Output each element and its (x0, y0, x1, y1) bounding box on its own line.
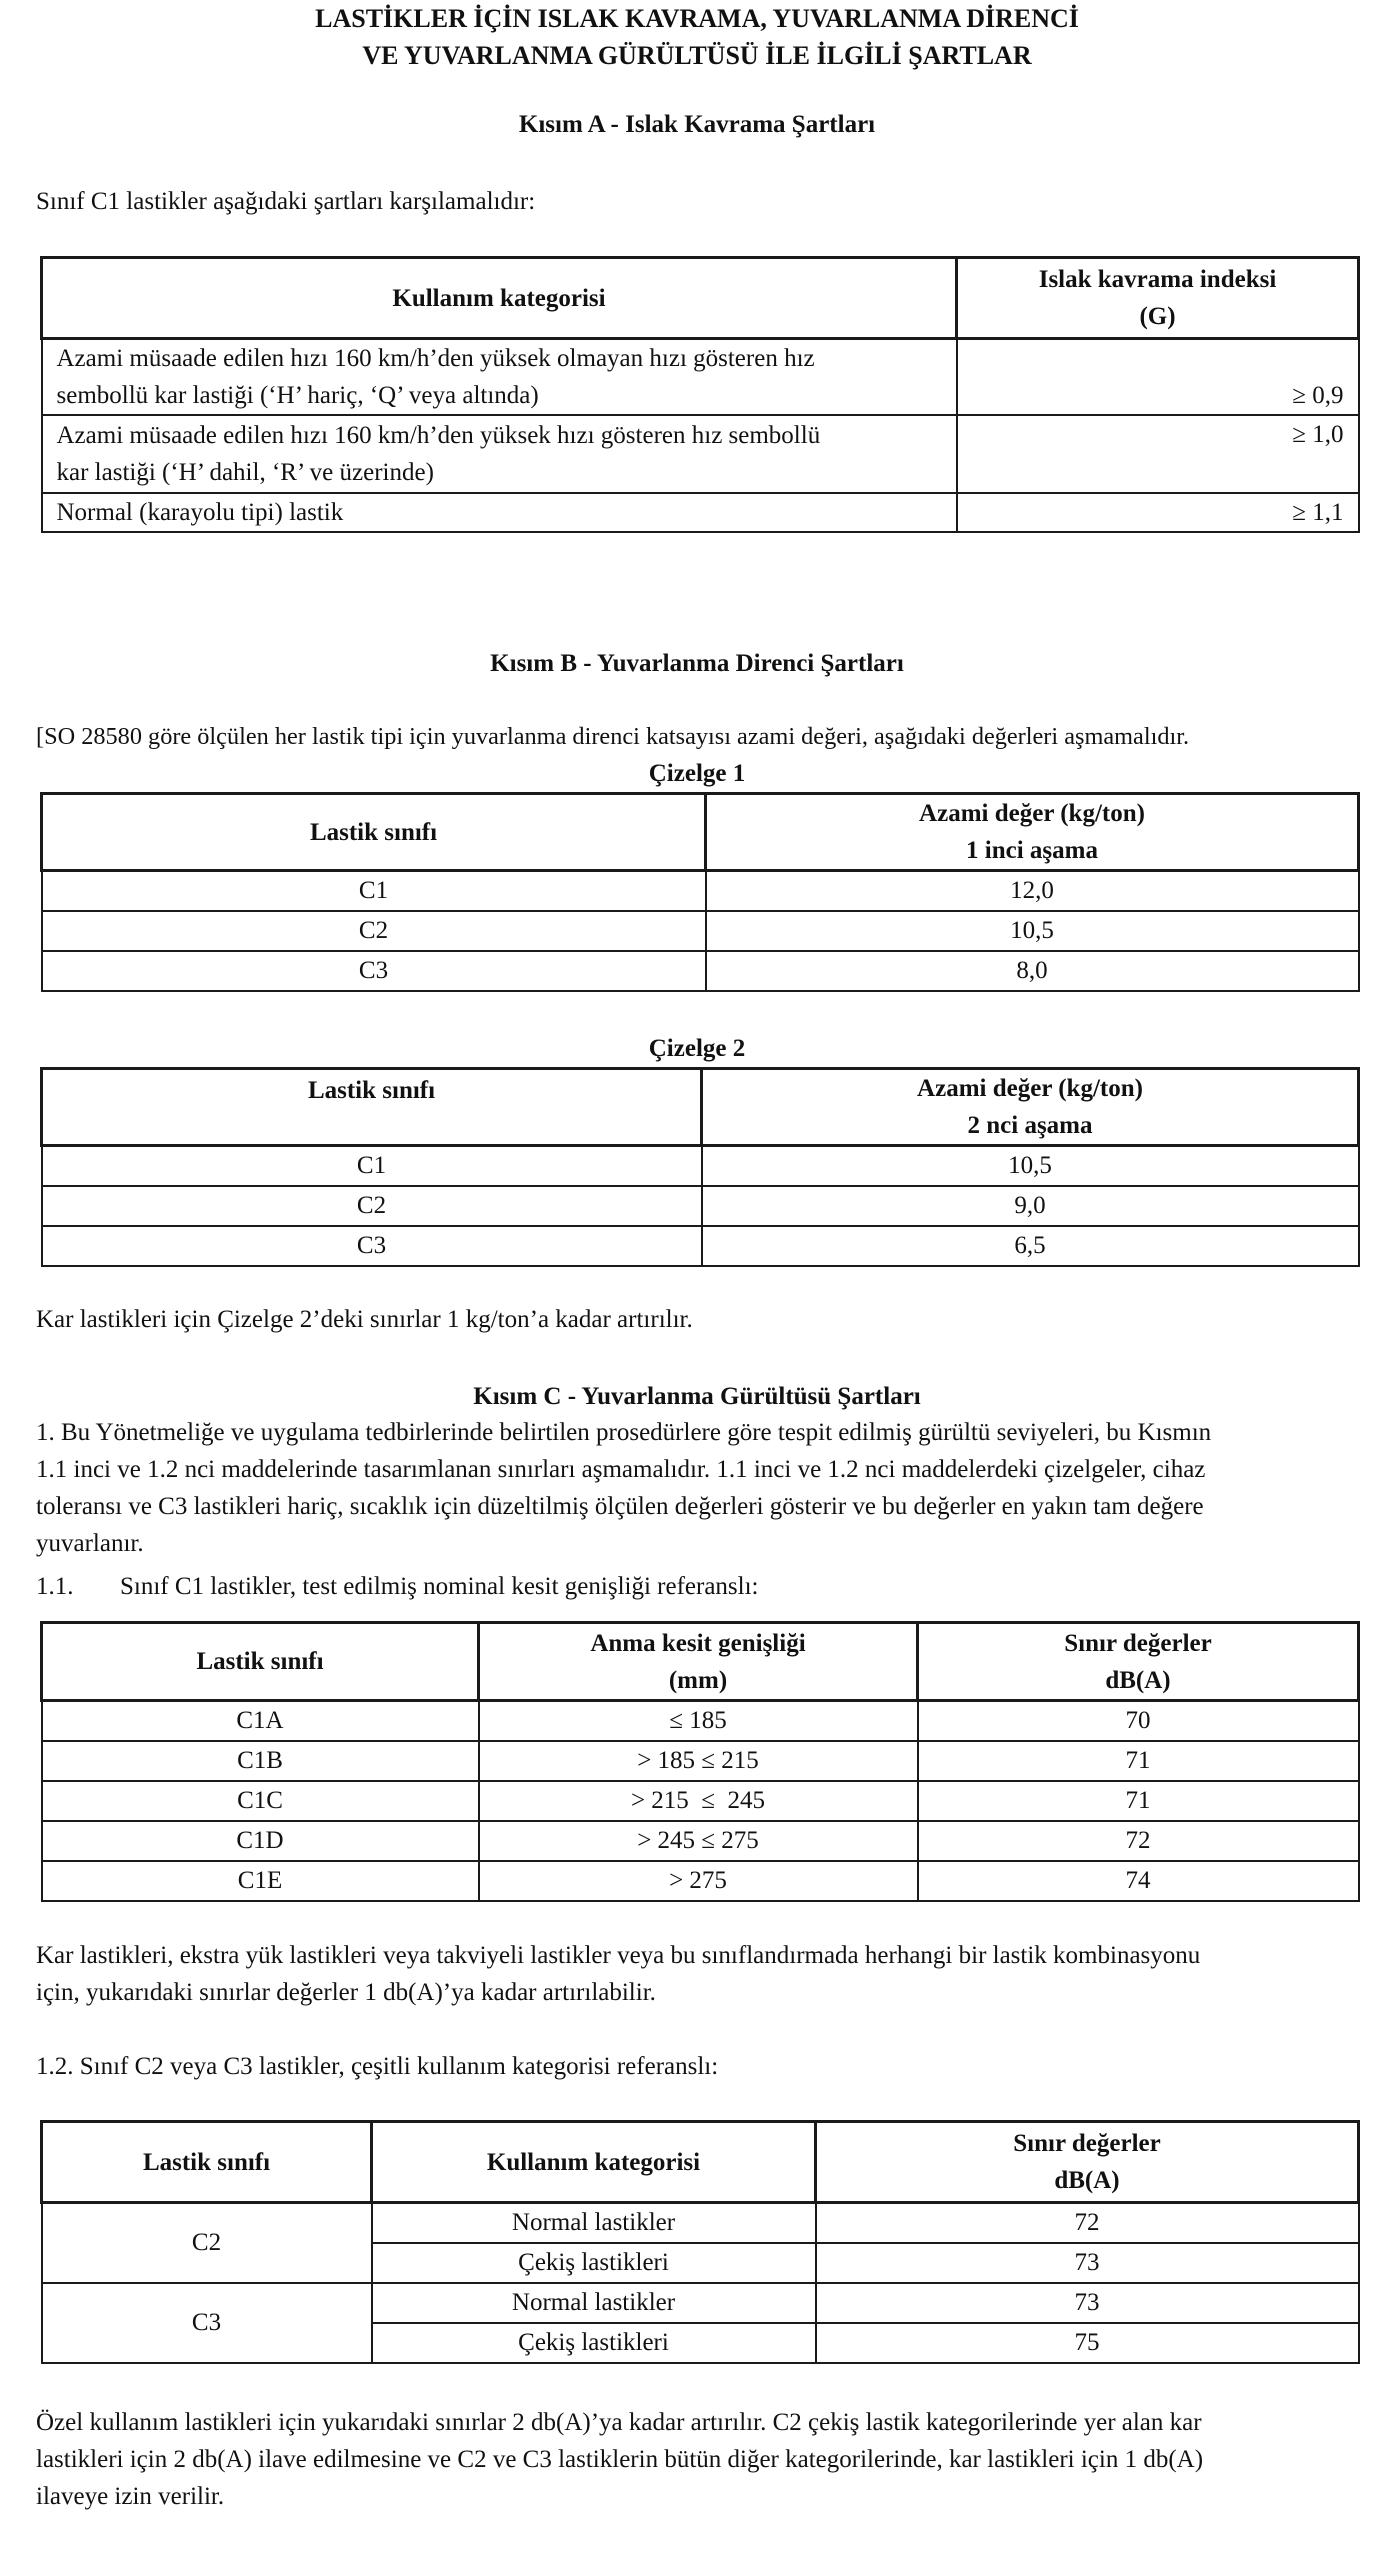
wet-grip-category-cell (42, 339, 957, 416)
class-cell: C3 (42, 2283, 372, 2363)
value-cell: 10,5 (702, 1146, 1359, 1186)
table-row (42, 415, 1359, 493)
header-line: (mm) (668, 1666, 728, 1694)
table1-caption: Çizelge 1 (648, 760, 746, 787)
table-row (42, 493, 1359, 532)
class-cell: C1C (42, 1781, 479, 1821)
wet-grip-category-cell (42, 415, 957, 493)
table-row (42, 1701, 1359, 1741)
section-1-1-number: 1.1. (36, 1573, 74, 1600)
limit-cell: 72 (918, 1821, 1359, 1861)
category-cell: Çekiş lastikleri (372, 2243, 816, 2283)
wet-grip-header-index (957, 258, 1359, 339)
category-line: sembollü kar lastiği (‘H’ hariç, ‘Q’ veya altında) (56, 382, 539, 409)
noise-c1-header-width (479, 1623, 918, 1701)
class-cell: C2 (42, 2203, 372, 2283)
table-row (42, 1226, 1359, 1266)
table-row (42, 1186, 1359, 1226)
value-cell: 12,0 (706, 871, 1359, 911)
wet-grip-header-index-line1: Islak kavrama indeksi (1038, 266, 1277, 293)
table-row (42, 1861, 1359, 1901)
width-cell: > 185 ≤ 215 (479, 1741, 918, 1781)
table-row (42, 1781, 1359, 1821)
part-b-intro: [SO 28580 göre ölçülen her lastik tipi için yuvarlanma direnci katsayısı azami değeri, aşağıdaki değerleri aşmamalıdır. (36, 723, 1190, 750)
limit-cell: 71 (918, 1741, 1359, 1781)
wet-grip-header-category: Kullanım kategorisi (42, 258, 957, 339)
category-line: Azami müsaade edilen hızı 160 km/h’den yüksek hızı gösteren hız sembollü (56, 422, 821, 449)
header-line: Anma kesit genişliği (590, 1629, 806, 1657)
width-cell: ≤ 185 (479, 1701, 918, 1741)
wet-grip-value-cell: ≥ 1,0 (957, 415, 1359, 493)
part-c-paragraph-2 (36, 1937, 1366, 2011)
part-a-intro: Sınıf C1 lastikler aşağıdaki şartları karşılamalıdır: (36, 188, 536, 215)
value-cell: 10,5 (706, 911, 1359, 951)
table-row (42, 1741, 1359, 1781)
paragraph-line: lastikleri için 2 db(A) ilave edilmesine ve C2 ve C3 lastiklerin bütün diğer kategorilerinde, kar lastikleri için 1 db(A) (36, 2446, 1204, 2473)
table1-header-class: Lastik sınıfı (42, 794, 706, 871)
table2-header-class: Lastik sınıfı (42, 1069, 702, 1146)
width-cell: > 275 (479, 1861, 918, 1901)
wet-grip-header-index-line2: (G) (1139, 303, 1176, 330)
noise-table-c1 (40, 1621, 1360, 1902)
noise-c1-header-limit (918, 1623, 1359, 1701)
value-cell: 6,5 (702, 1226, 1359, 1266)
section-1-2-text: 1.2. Sınıf C2 veya C3 lastikler, çeşitli kullanım kategorisi referanslı: (36, 2053, 719, 2080)
paragraph-line: için, yukarıdaki sınırlar değerler 1 db(A)’ya kadar artırılabilir. (36, 1979, 656, 2006)
noise-c1-header-class: Lastik sınıfı (42, 1623, 479, 1701)
table2-header-value-line1: Azami değer (kg/ton) (917, 1075, 1143, 1102)
part-b-heading: Kısım B - Yuvarlanma Direnci Şartları (490, 650, 904, 677)
class-cell: C1 (42, 871, 706, 911)
limit-cell: 71 (918, 1781, 1359, 1821)
title-line-1: LASTİKLER İÇİN ISLAK KAVRAMA, YUVARLANMA DİRENCİ (315, 4, 1079, 33)
class-cell: C3 (42, 1226, 702, 1266)
wet-grip-value-cell: ≥ 1,1 (957, 493, 1359, 532)
table1-header-value-line1: Azami değer (kg/ton) (919, 800, 1145, 827)
title-line-2: VE YUVARLANMA GÜRÜLTÜSÜ İLE İLGİLİ ŞARTLAR (362, 41, 1032, 70)
header-line: Sınır değerler (1064, 1629, 1212, 1657)
category-line: kar lastiği (‘H’ dahil, ‘R’ ve üzerinde) (56, 459, 434, 486)
header-line: dB(A) (1054, 2167, 1120, 2194)
wet-grip-value-cell: ≥ 0,9 (957, 339, 1359, 416)
paragraph-line: Kar lastikleri, ekstra yük lastikleri veya takviyeli lastikler veya bu sınıflandırmada herhangi bir lastik kombinasyonu (36, 1942, 1201, 1969)
limit-cell: 70 (918, 1701, 1359, 1741)
width-cell: > 215 ≤ 245 (479, 1781, 918, 1821)
paragraph-line: 1. Bu Yönetmeliğe ve uygulama tedbirlerinde belirtilen prosedürlere göre tespit edilmiş gürültü seviyeleri, bu Kısmın (36, 1419, 1212, 1446)
width-cell: > 245 ≤ 275 (479, 1821, 918, 1861)
table2-header-value-line2: 2 nci aşama (967, 1112, 1093, 1139)
document-title (0, 0, 1394, 74)
class-cell: C3 (42, 951, 706, 991)
limit-cell: 74 (918, 1861, 1359, 1901)
paragraph-line: toleransı ve C3 lastikleri hariç, sıcaklık için düzeltilmiş ölçülen değerleri gösterir ve bu değerler en yakın tam değere (36, 1493, 1204, 1520)
limit-cell: 73 (816, 2283, 1359, 2323)
rolling-resistance-table-1 (40, 792, 1360, 992)
part-b-note: Kar lastikleri için Çizelge 2’deki sınırlar 1 kg/ton’a kadar artırılır. (36, 1306, 693, 1333)
part-a-heading: Kısım A - Islak Kavrama Şartları (518, 111, 876, 138)
part-c-paragraph-3 (36, 2404, 1366, 2515)
category-cell: Normal lastikler (372, 2203, 816, 2243)
noise-c2c3-header-class: Lastik sınıfı (42, 2122, 372, 2203)
class-cell: C1D (42, 1821, 479, 1861)
class-cell: C1A (42, 1701, 479, 1741)
noise-table-c2-c3 (40, 2120, 1360, 2364)
paragraph-line: ilaveye izin verilir. (36, 2483, 225, 2510)
table-row (42, 339, 1359, 416)
part-c-heading: Kısım C - Yuvarlanma Gürültüsü Şartları (473, 1383, 921, 1410)
paragraph-line: Özel kullanım lastikleri için yukarıdaki sınırlar 2 db(A)’ya kadar artırılır. C2 çekiş lastik kategorilerinde yer alan kar (36, 2409, 1202, 2436)
header-line: Sınır değerler (1013, 2130, 1161, 2157)
table-row (42, 2283, 1359, 2323)
limit-cell: 75 (816, 2323, 1359, 2363)
table-row (42, 2203, 1359, 2243)
header-line: dB(A) (1105, 1666, 1171, 1694)
table-row (42, 1821, 1359, 1861)
noise-c2c3-header-category: Kullanım kategorisi (372, 2122, 816, 2203)
paragraph-line: 1.1 inci ve 1.2 nci maddelerinde tasarımlanan sınırları aşmamalıdır. 1.1 inci ve 1.2 nci maddelerdeki çizelgeler, cihaz (36, 1456, 1206, 1483)
class-cell: C1B (42, 1741, 479, 1781)
table1-header-value (706, 794, 1359, 871)
limit-cell: 72 (816, 2203, 1359, 2243)
class-cell: C2 (42, 1186, 702, 1226)
table-row (42, 871, 1359, 911)
category-line: Azami müsaade edilen hızı 160 km/h’den yüksek olmayan hızı gösteren hız (56, 345, 815, 372)
class-cell: C1 (42, 1146, 702, 1186)
limit-cell: 73 (816, 2243, 1359, 2283)
table-row (42, 911, 1359, 951)
section-1-1-text: Sınıf C1 lastikler, test edilmiş nominal kesit genişliği referanslı: (120, 1573, 759, 1600)
value-cell: 8,0 (706, 951, 1359, 991)
noise-c2c3-header-limit (816, 2122, 1359, 2203)
class-cell: C2 (42, 911, 706, 951)
value-cell: 9,0 (702, 1186, 1359, 1226)
category-cell: Çekiş lastikleri (372, 2323, 816, 2363)
table2-header-value (702, 1069, 1359, 1146)
part-c-paragraph-1 (36, 1414, 1366, 1562)
wet-grip-category-cell: Normal (karayolu tipi) lastik (42, 493, 957, 532)
table-row (42, 1146, 1359, 1186)
table1-header-value-line2: 1 inci aşama (966, 837, 1098, 864)
category-cell: Normal lastikler (372, 2283, 816, 2323)
paragraph-line: yuvarlanır. (36, 1530, 144, 1557)
class-cell: C1E (42, 1861, 479, 1901)
rolling-resistance-table-2 (40, 1067, 1360, 1267)
table2-caption: Çizelge 2 (648, 1035, 746, 1062)
wet-grip-table (40, 256, 1360, 533)
table-row (42, 951, 1359, 991)
